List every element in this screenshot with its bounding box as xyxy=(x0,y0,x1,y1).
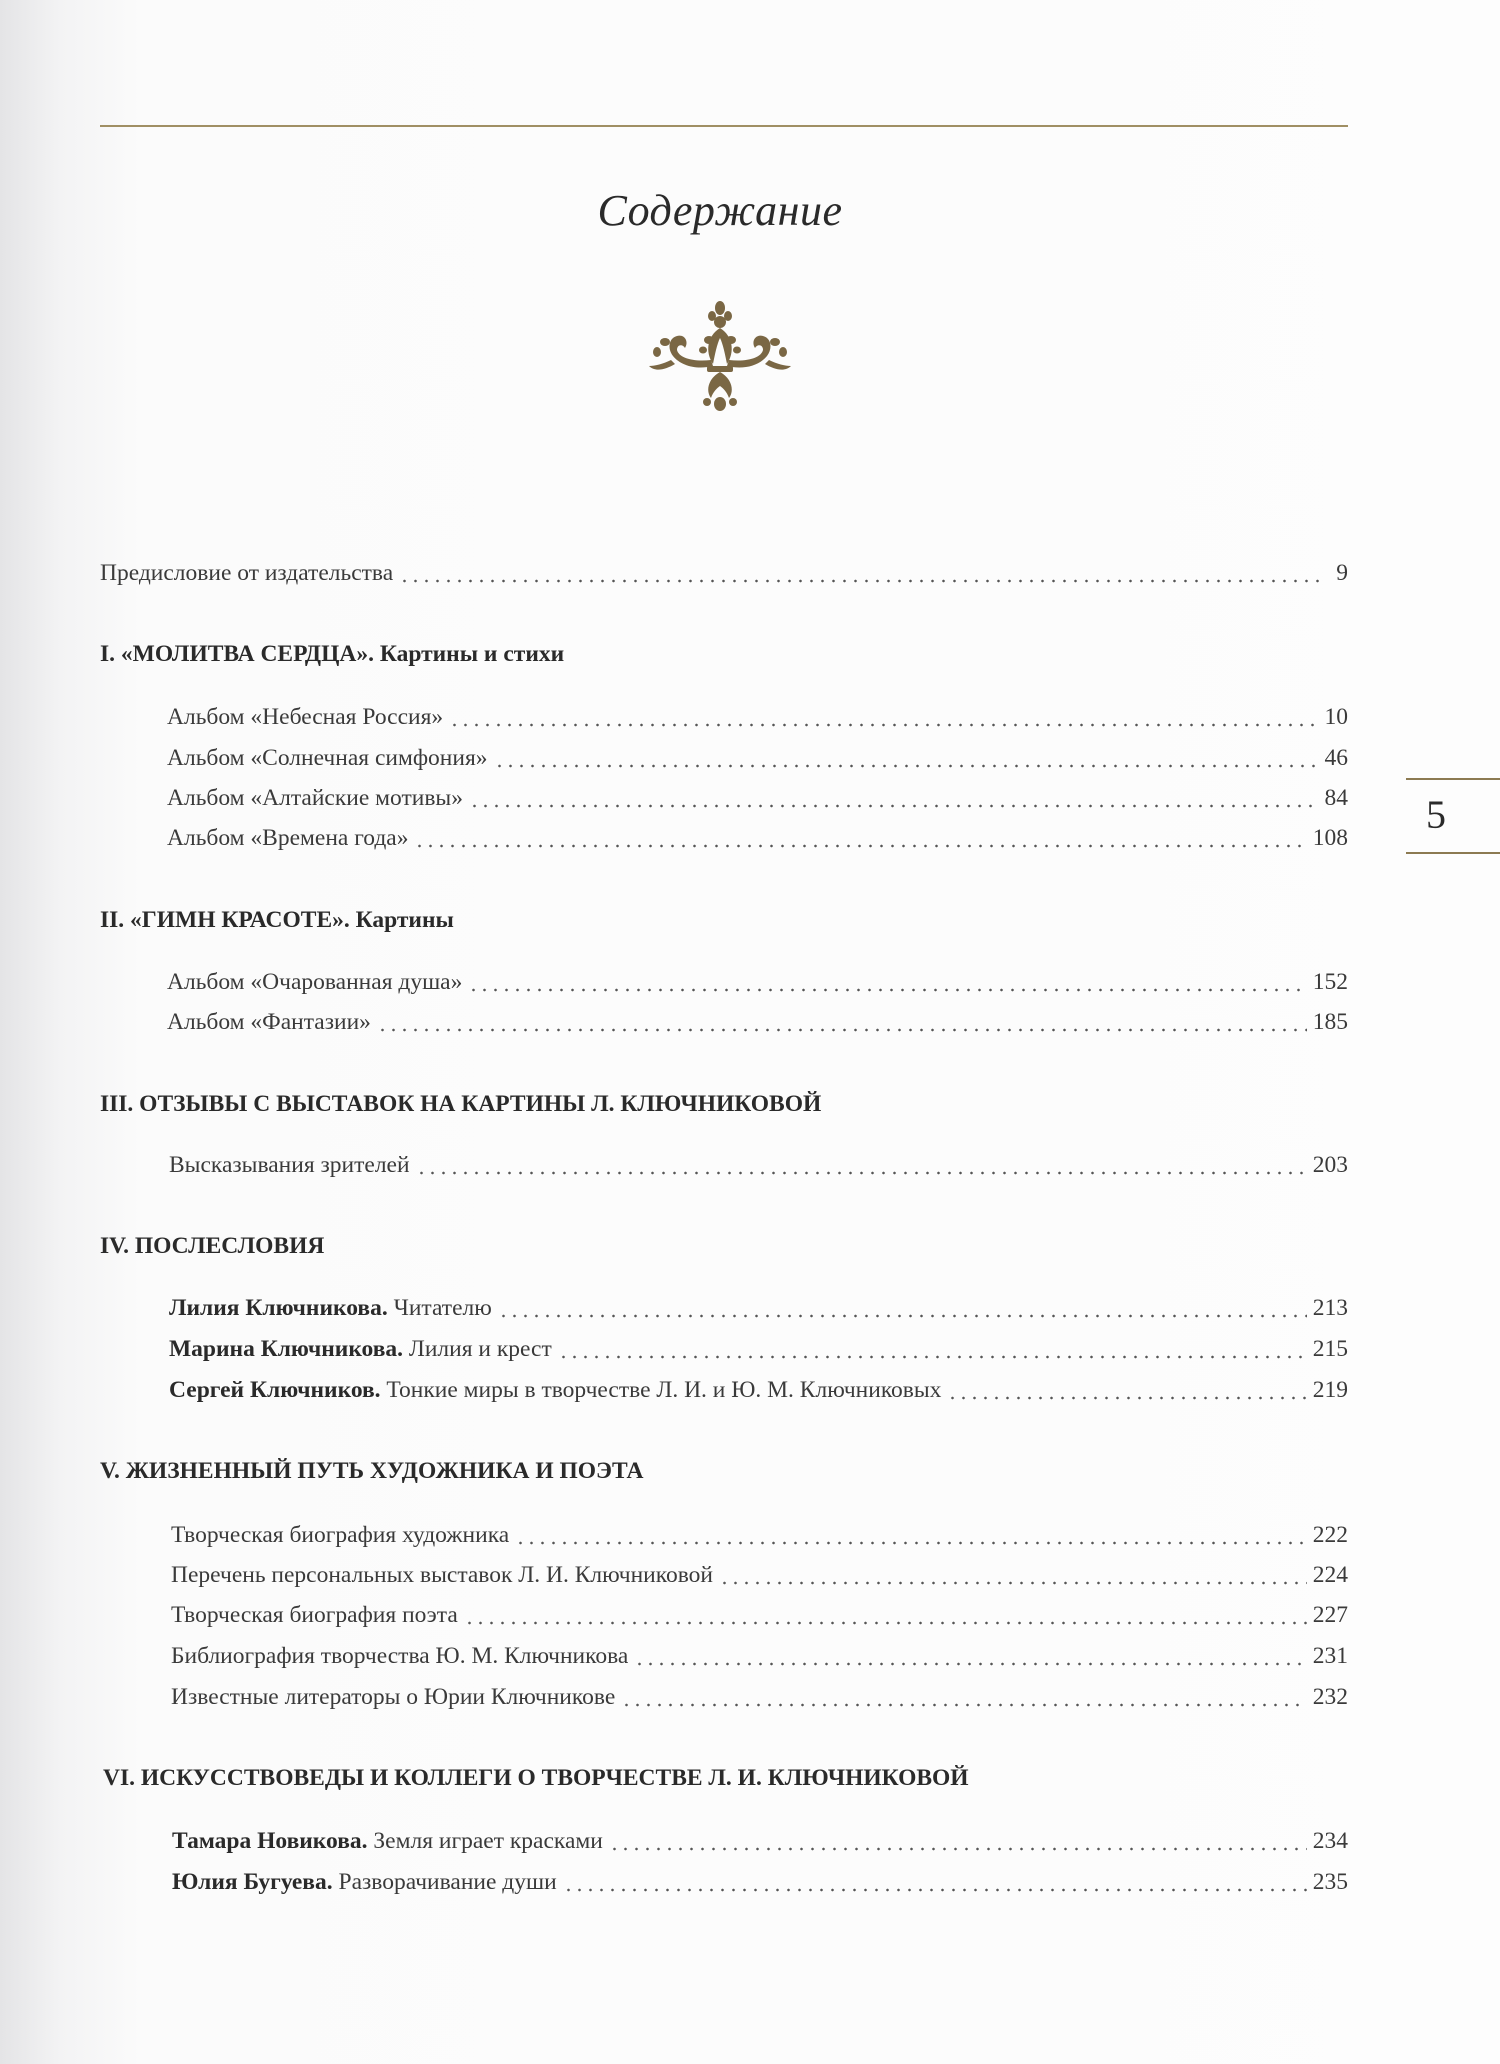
toc-entry-title: Разворачивание души xyxy=(338,1869,557,1895)
toc-entry[interactable] xyxy=(167,741,1348,775)
toc-entry-page: 232 xyxy=(1312,1684,1348,1710)
toc-entry[interactable] xyxy=(171,1680,1348,1714)
page-tab-rule-top xyxy=(1406,778,1500,780)
toc-entry[interactable] xyxy=(171,1518,1348,1552)
toc-entry-page: 152 xyxy=(1312,969,1348,995)
toc-entry[interactable] xyxy=(169,1148,1348,1182)
section-heading-6: VI. ИСКУССТВОВЕДЫ И КОЛЛЕГИ О ТВОРЧЕСТВЕ Л. И. КЛЮЧНИКОВОЙ xyxy=(103,1765,969,1791)
toc-entry[interactable] xyxy=(167,965,1348,999)
dot-leader xyxy=(634,1661,1306,1667)
toc-entry-label: Альбом «Фантазии» xyxy=(167,1009,371,1035)
dot-leader xyxy=(399,578,1322,584)
toc-entry[interactable] xyxy=(169,1332,1348,1366)
toc-entry-title: Тонкие миры в творчестве Л. И. и Ю. М. Ключниковых xyxy=(386,1377,942,1403)
dot-leader xyxy=(609,1846,1307,1852)
toc-entry-label: Известные литераторы о Юрии Ключникове xyxy=(171,1684,616,1710)
toc-entry-label: Альбом «Солнечная симфония» xyxy=(167,745,488,771)
toc-entry[interactable] xyxy=(171,1558,1348,1592)
toc-entry-author: Сергей Ключников. xyxy=(169,1377,381,1403)
toc-entry-title: Читателю xyxy=(393,1295,492,1321)
toc-entry-page: 108 xyxy=(1312,825,1348,851)
dot-leader xyxy=(947,1395,1306,1401)
toc-entry-label: Предисловие от издательства xyxy=(100,560,394,586)
toc-entry-label: Творческая биография поэта xyxy=(171,1602,458,1628)
toc-entry-page: 231 xyxy=(1312,1643,1348,1669)
page-number-tab xyxy=(1406,778,1500,854)
top-rule xyxy=(100,125,1348,127)
toc-entry-page: 9 xyxy=(1336,560,1348,586)
section-heading-5: V. ЖИЗНЕННЫЙ ПУТЬ ХУДОЖНИКА И ПОЭТА xyxy=(100,1458,644,1484)
dot-leader xyxy=(558,1354,1307,1360)
toc-entry-label xyxy=(169,1291,492,1325)
toc-entry-title: Земля играет красками xyxy=(373,1828,603,1854)
toc-entry[interactable] xyxy=(171,1598,1348,1632)
dot-leader xyxy=(449,722,1318,728)
toc-entry-page: 235 xyxy=(1312,1869,1348,1895)
dot-leader xyxy=(621,1702,1306,1708)
dot-leader xyxy=(416,1170,1307,1176)
fleur-de-lis-ornament-icon xyxy=(645,300,795,415)
dot-leader xyxy=(719,1580,1307,1586)
dot-leader xyxy=(468,987,1306,993)
toc-entry-author: Тамара Новикова. xyxy=(172,1828,368,1854)
toc-entry-page: 234 xyxy=(1312,1828,1348,1854)
dot-leader xyxy=(563,1887,1307,1893)
toc-entry-page: 219 xyxy=(1312,1377,1348,1403)
toc-entry-label: Творческая биография художника xyxy=(171,1522,510,1548)
toc-entry-label xyxy=(172,1824,603,1858)
toc-entry[interactable] xyxy=(171,1639,1348,1673)
toc-entry-page: 46 xyxy=(1324,745,1348,771)
section-heading-4: IV. ПОСЛЕСЛОВИЯ xyxy=(100,1233,325,1259)
toc-entry-label: Перечень персональных выставок Л. И. Ключниковой xyxy=(171,1562,713,1588)
dot-leader xyxy=(494,763,1319,769)
dot-leader xyxy=(469,803,1319,809)
dot-leader xyxy=(464,1620,1307,1626)
toc-entry-label: Альбом «Алтайские мотивы» xyxy=(167,785,463,811)
section-heading-1: I. «МОЛИТВА СЕРДЦА». Картины и стихи xyxy=(100,641,565,667)
toc-entry-author: Лилия Ключникова. xyxy=(169,1295,388,1321)
dot-leader xyxy=(498,1313,1307,1319)
section-heading-3: III. ОТЗЫВЫ С ВЫСТАВОК НА КАРТИНЫ Л. КЛЮЧНИКОВОЙ xyxy=(100,1091,822,1117)
toc-entry-page: 227 xyxy=(1312,1602,1348,1628)
toc-entry-page: 215 xyxy=(1312,1336,1348,1362)
toc-entry-label: Альбом «Очарованная душа» xyxy=(167,969,463,995)
toc-entry-page: 222 xyxy=(1312,1522,1348,1548)
toc-entry-label: Библиография творчества Ю. М. Ключникова xyxy=(171,1643,629,1669)
toc-entry-label: Высказывания зрителей xyxy=(169,1152,410,1178)
toc-entry-page: 203 xyxy=(1312,1152,1348,1178)
toc-entry-label: Альбом «Времена года» xyxy=(167,825,409,851)
toc-entry-label xyxy=(169,1373,941,1407)
toc-entry-author: Юлия Бугуева. xyxy=(172,1869,333,1895)
toc-entry-author: Марина Ключникова. xyxy=(169,1336,404,1362)
toc-entry[interactable] xyxy=(169,1291,1348,1325)
toc-entry-page: 213 xyxy=(1312,1295,1348,1321)
dot-leader xyxy=(515,1540,1307,1546)
toc-entry[interactable] xyxy=(172,1824,1348,1858)
dot-leader xyxy=(414,843,1306,849)
toc-entry-page: 10 xyxy=(1324,704,1348,730)
toc-entry[interactable] xyxy=(167,781,1348,815)
page-tab-rule-bottom xyxy=(1406,852,1500,854)
toc-entry-title: Лилия и крест xyxy=(408,1336,552,1362)
section-heading-2: II. «ГИМН КРАСОТЕ». Картины xyxy=(100,907,454,933)
toc-entry[interactable] xyxy=(169,1373,1348,1407)
toc-entry[interactable] xyxy=(167,821,1348,855)
toc-entry-page: 185 xyxy=(1312,1009,1348,1035)
toc-entry-label: Альбом «Небесная Россия» xyxy=(167,704,444,730)
toc-entry-page: 224 xyxy=(1312,1562,1348,1588)
toc-entry[interactable] xyxy=(172,1865,1348,1899)
toc-entry-preface[interactable] xyxy=(100,556,1348,590)
toc-entry-label xyxy=(169,1332,552,1366)
toc-entry-page: 84 xyxy=(1324,785,1348,811)
toc-entry-label xyxy=(172,1865,557,1899)
toc-entry[interactable] xyxy=(167,1005,1348,1039)
page-number: 5 xyxy=(1426,792,1446,837)
toc-entry[interactable] xyxy=(167,700,1348,734)
dot-leader xyxy=(377,1027,1307,1033)
page-title: Содержание xyxy=(597,186,843,235)
